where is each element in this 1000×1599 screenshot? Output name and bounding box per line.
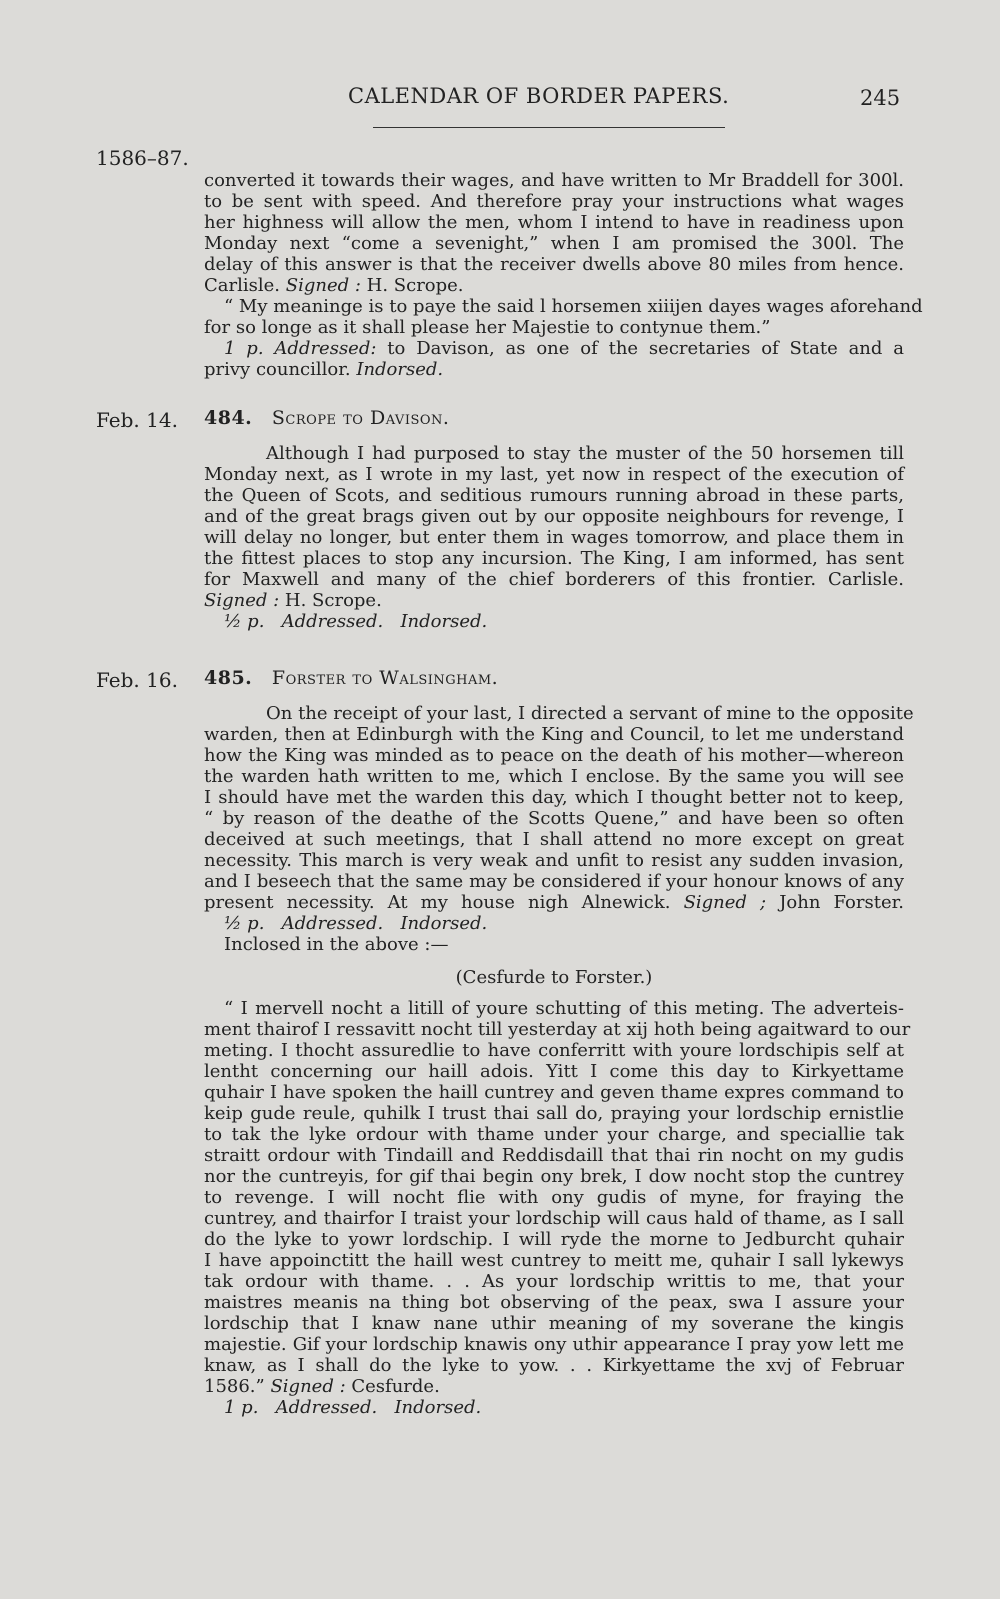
entry-number: 485.: [204, 667, 253, 689]
note-addressed: Addressed.: [275, 1397, 378, 1418]
entry-title: Forster to Walsingham.: [271, 667, 499, 689]
text-line: and of the great brags given out by our opposite neighbours for revenge, I: [204, 506, 904, 527]
note-line: [204, 611, 904, 632]
margin-date-484: Feb. 14.: [96, 408, 178, 432]
note-addressed: Addressed.: [281, 611, 384, 632]
entry-number: 484.: [204, 407, 253, 429]
signer-name: H. Scrope.: [366, 275, 464, 296]
text-line: warden, then at Edinburgh with the King and Council, to let me understand: [204, 724, 904, 745]
note-line: [204, 913, 904, 934]
text-line: Although I had purposed to stay the muster of the 50 horsemen till: [266, 443, 904, 464]
enclosure-line: lordschip that I knaw nane uthir meaning of my soverane the kingis: [204, 1313, 904, 1334]
entry-title: Scrope to Davison.: [271, 407, 450, 429]
place: Carlisle.: [204, 275, 280, 296]
signature-line: [204, 1376, 904, 1397]
header-rule: [373, 127, 725, 128]
signature-line: [204, 275, 904, 296]
page-number: 245: [860, 86, 901, 110]
note-size: 1 p.: [224, 338, 264, 359]
entry-heading: [204, 408, 904, 429]
signer-name: H. Scrope.: [284, 590, 382, 611]
text-line: and I beseech that the same may be considered if your honour knows of any: [204, 871, 904, 892]
note-size: ½ p.: [224, 913, 265, 934]
note-indorsed: Indorsed.: [394, 1397, 482, 1418]
text-line: the warden hath written to me, which I enclose. By the same you will see: [204, 766, 904, 787]
note-line2: privy councillor.: [204, 359, 351, 380]
signer-name: Cesfurde.: [351, 1376, 440, 1397]
enclosure-line: quhair I have spoken the haill cuntrey and geven thame expres command to: [204, 1082, 904, 1103]
note-indorsed: Indorsed.: [400, 913, 488, 934]
note-size: 1 p.: [224, 1397, 259, 1418]
signed-label: Signed :: [204, 590, 280, 611]
note-size: ½ p.: [224, 611, 265, 632]
enclosure-line: keip gude reule, quhilk I trust thai sall do, praying your lordschip ernistlie: [204, 1103, 904, 1124]
text-line: Monday next “come a sevenight,” when I am promised the 300l. The: [204, 233, 904, 254]
margin-date-485: Feb. 16.: [96, 668, 178, 692]
quote-line: for so longe as it shall please her Majestie to contynue them.”: [204, 317, 771, 338]
note-addressed-label: Addressed:: [274, 338, 377, 359]
enclosure-line: ment thairof I ressavitt nocht till yesterday at xij hoth being agaitward to our: [204, 1019, 911, 1040]
continuation-text: [204, 170, 923, 380]
enclosure-line: do the lyke to yowr lordschip. I will ryde the morne to Jedburcht quhair: [204, 1229, 904, 1250]
place: present necessity. At my house nigh Alnewick.: [204, 892, 671, 913]
text-line: how the King was minded as to peace on the death of his mother—whereon: [204, 745, 904, 766]
text-line: I should have met the warden this day, which I thought better not to keep,: [204, 787, 904, 808]
text-line: “ by reason of the deathe of the Scotts Quene,” and have been so often: [204, 808, 904, 829]
signed-label: Signed ;: [683, 892, 767, 913]
note-addressed-text: to Davison, as one of the secretaries of State and a: [387, 338, 905, 359]
text-line: her highness will allow the men, whom I intend to have in readiness upon: [204, 212, 904, 233]
margin-year: 1586–87.: [96, 146, 189, 170]
enclosure-line: cuntrey, and thairfor I traist your lordschip will caus hald of thame, as I sall: [204, 1208, 904, 1229]
running-title: CALENDAR OF BORDER PAPERS.: [348, 84, 730, 108]
text-line: for Maxwell and many of the chief borderers of this frontier. Carlisle.: [204, 569, 904, 590]
text-line: to be sent with speed. And therefore pray your instructions what wages: [204, 191, 904, 212]
text-line: On the receipt of your last, I directed a servant of mine to the opposite: [266, 703, 914, 724]
note-line: [204, 1397, 904, 1418]
enclosure-line: majestie. Gif your lordschip knawis ony uthir appearance I pray yow lett me: [204, 1334, 904, 1355]
signed-label: Signed :: [270, 1376, 346, 1397]
enclosure-line: straitt ordour with Tindaill and Reddisdaill that thai rin nocht on my gudis: [204, 1145, 904, 1166]
enclosure-line: “ I mervell nocht a litill of youre schutting of this meting. The adverteis-: [224, 998, 904, 1019]
text-line: converted it towards their wages, and have written to Mr Braddell for 300l.: [204, 170, 904, 191]
entry-485: [204, 667, 914, 1418]
enclosure-line: maistres meanis na thing bot observing of the peax, swa I assure your: [204, 1292, 904, 1313]
text-line: Monday next, as I wrote in my last, yet now in respect of the execution of: [204, 464, 904, 485]
text-line: will delay no longer, but enter them in wages tomorrow, and place them in: [204, 527, 904, 548]
enclosure-title: (Cesfurde to Forster.): [455, 967, 653, 988]
enclosure-line: to tak the lyke ordour with thame under your charge, and speciallie tak: [204, 1124, 904, 1145]
note-indorsed: Indorsed.: [400, 611, 488, 632]
date-text: 1586.”: [204, 1376, 265, 1397]
quote-line: “ My meaninge is to paye the said l horsemen xiiijen dayes wages aforehand: [224, 296, 923, 317]
note-line: [204, 338, 904, 359]
enclosure-line: knaw, as I shall do the lyke to yow. . . Kirkyettame the xvj of Februar: [204, 1355, 904, 1376]
signature-line: [204, 892, 904, 913]
entry-heading: [204, 668, 904, 689]
enclosure-line: tak ordour with thame. . . As your lordschip writtis to me, that your: [204, 1271, 904, 1292]
text-line: necessity. This march is very weak and unfit to resist any sudden invasion,: [204, 850, 904, 871]
inclosed-line: Inclosed in the above :—: [224, 934, 449, 955]
enclosure-line: I have appoinctitt the haill west cuntrey to meitt me, quhair I sall lykewys: [204, 1250, 904, 1271]
enclosure-line: to revenge. I will nocht flie with ony gudis of myne, for fraying the: [204, 1187, 904, 1208]
text-line: the fittest places to stop any incursion. The King, I am informed, has sent: [204, 548, 904, 569]
signature-line: [204, 590, 904, 611]
entry-484: [204, 408, 904, 632]
text-line: deceived at such meetings, that I shall attend no more except on great: [204, 829, 904, 850]
signed-label: Signed :: [285, 275, 361, 296]
text-line: delay of this answer is that the receiver dwells above 80 miles from hence.: [204, 254, 904, 275]
enclosure-line: meting. I thocht assuredlie to have conferritt with youre lordschipis self at: [204, 1040, 904, 1061]
text-line: the Queen of Scots, and seditious rumours running abroad in these parts,: [204, 485, 904, 506]
signer-name: John Forster.: [779, 892, 904, 913]
note-line: [204, 359, 904, 380]
note-indorsed: Indorsed.: [356, 359, 444, 380]
enclosure-line: lentht concerning our haill adois. Yitt I come this day to Kirkyettame: [204, 1061, 904, 1082]
note-addressed: Addressed.: [281, 913, 384, 934]
enclosure-line: nor the cuntreyis, for gif thai begin ony brek, I dow nocht stop the cuntrey: [204, 1166, 904, 1187]
